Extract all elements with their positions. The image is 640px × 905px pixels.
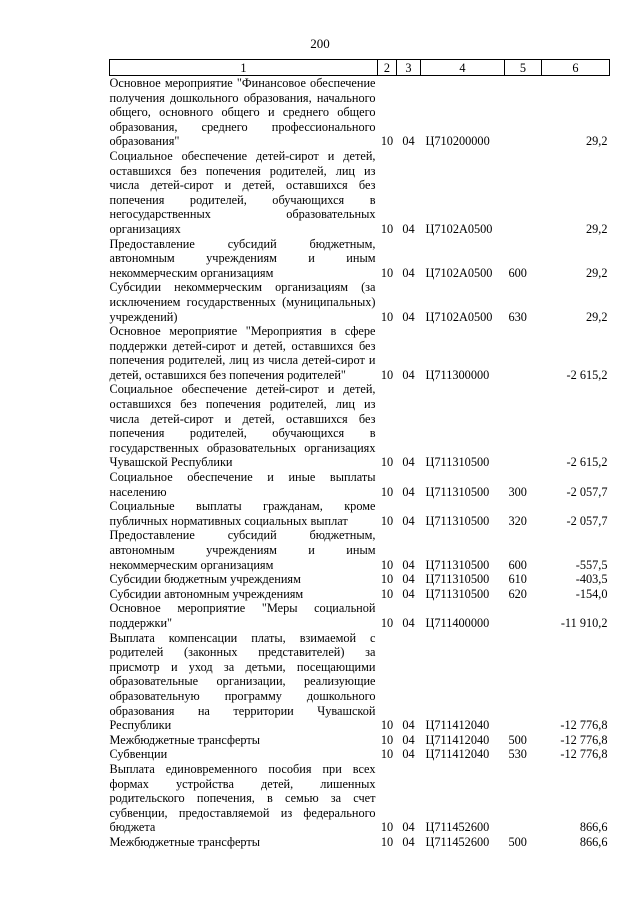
row-target-article: Ц710200000 (425, 134, 490, 149)
row-section: 10 (380, 455, 394, 470)
row-section: 10 (380, 586, 394, 601)
row-section: 10 (380, 309, 394, 324)
row-section: 10 (380, 134, 394, 149)
row-expense-type (505, 382, 542, 470)
row-expense-type: 600 (508, 265, 527, 280)
row-amount: -12 776,8 (560, 732, 608, 747)
row-section: 10 (380, 718, 394, 733)
row-name: Выплата компенсации платы, взимаемой с родителей (законных представителей) за присмотр и уход за детьми, посещающими образовательные организации, реализующие образовательную программу дошкольного образования на территории Чувашской Республики (109, 630, 376, 733)
page-number: 200 (310, 36, 330, 51)
row-name: Межбюджетные трансферты (109, 834, 261, 849)
table-row (110, 324, 610, 382)
row-name: Субвенции (109, 747, 168, 762)
row-amount: 29,2 (585, 265, 608, 280)
row-expense-type: 320 (508, 513, 527, 528)
row-expense-type: 300 (508, 484, 527, 499)
row-subsection: 04 (402, 134, 415, 149)
row-amount: -2 057,7 (566, 513, 608, 528)
table-row (110, 631, 610, 733)
row-expense-type: 500 (508, 732, 527, 747)
table-row (110, 470, 610, 499)
table-row (110, 601, 610, 630)
row-amount: -2 615,2 (566, 367, 608, 382)
row-target-article: Ц7102А0500 (425, 221, 493, 236)
row-subsection: 04 (402, 747, 415, 762)
row-expense-type: 630 (508, 309, 527, 324)
header-row (110, 60, 610, 76)
row-expense-type: 600 (508, 557, 527, 572)
row-amount: 29,2 (585, 309, 608, 324)
row-target-article: Ц711310500 (425, 586, 490, 601)
table-row (110, 149, 610, 237)
table-row (110, 382, 610, 470)
row-expense-type (505, 324, 542, 382)
row-target-article: Ц711310500 (425, 557, 490, 572)
row-name: Предоставление субсидий бюджетным, автономным учреждениям и иным некоммерческим организациям (109, 528, 376, 572)
row-section: 10 (380, 615, 394, 630)
row-name: Предоставление субсидий бюджетным, автономным учреждениям и иным некоммерческим организациям (109, 236, 376, 280)
table-body (110, 76, 610, 850)
row-name: Выплата единовременного пособия при всех формах устройства детей, лишенных родительского попечения, в семью за счет субвенции, предоставляемой из федерального бюджета (109, 761, 376, 835)
row-target-article: Ц711310500 (425, 484, 490, 499)
row-amount: -12 776,8 (560, 718, 608, 733)
row-target-article: Ц711400000 (425, 615, 490, 630)
column-header-3: 3 (397, 60, 421, 76)
row-expense-type: 500 (508, 834, 527, 849)
row-amount: 866,6 (579, 820, 608, 835)
budget-table (109, 59, 610, 849)
row-amount: -2 057,7 (566, 484, 608, 499)
column-header-1: 1 (110, 60, 378, 76)
row-subsection: 04 (402, 455, 415, 470)
table-row (110, 528, 610, 572)
row-section: 10 (380, 557, 394, 572)
row-subsection: 04 (402, 484, 415, 499)
table-row (110, 587, 610, 602)
row-section: 10 (380, 747, 394, 762)
row-section: 10 (380, 513, 394, 528)
row-target-article: Ц711452600 (425, 820, 490, 835)
row-expense-type (505, 762, 542, 835)
row-name: Субсидии некоммерческим организациям (за исключением государственных (муниципальных) учреждений) (109, 280, 376, 324)
row-name: Социальные выплаты гражданам, кроме публичных нормативных социальных выплат (109, 499, 376, 528)
row-section: 10 (380, 732, 394, 747)
row-target-article: Ц7102А0500 (425, 265, 493, 280)
row-name: Социальное обеспечение детей-сирот и детей, оставшихся без попечения родителей, лиц из числа детей-сирот и детей, оставшихся без попечения родителей, обучающихся в негосударственных образовательных организациях (109, 148, 376, 236)
row-target-article: Ц711412040 (425, 747, 490, 762)
column-header-5: 5 (505, 60, 542, 76)
table-row (110, 747, 610, 762)
row-subsection: 04 (402, 615, 415, 630)
row-name: Основное мероприятие "Мероприятия в сфере поддержки детей-сирот и детей, оставшихся без попечения родителей, лиц из числа детей-сирот и детей, оставшихся без попечения родителей" (109, 324, 376, 382)
row-target-article: Ц711310500 (425, 572, 490, 587)
row-name: Межбюджетные трансферты (109, 732, 261, 747)
row-amount: 866,6 (579, 834, 608, 849)
row-target-article: Ц711412040 (425, 732, 490, 747)
row-name: Социальное обеспечение детей-сирот и детей, оставшихся без попечения родителей, лиц из числа детей-сирот и детей, оставшихся без попечения родителей, обучающихся в государственных образовательных организациях Чувашской Республики (109, 382, 376, 470)
row-section: 10 (380, 484, 394, 499)
row-subsection: 04 (402, 557, 415, 572)
row-expense-type (505, 631, 542, 733)
table-row (110, 499, 610, 528)
table-row (110, 733, 610, 748)
row-section: 10 (380, 265, 394, 280)
row-section: 10 (380, 367, 394, 382)
row-target-article: Ц711412040 (425, 718, 490, 733)
column-header-4: 4 (421, 60, 505, 76)
row-subsection: 04 (402, 820, 415, 835)
row-subsection: 04 (402, 513, 415, 528)
row-subsection: 04 (402, 265, 415, 280)
row-amount: -403,5 (575, 572, 608, 587)
row-target-article: Ц711310500 (425, 513, 490, 528)
row-amount: -2 615,2 (566, 455, 608, 470)
row-amount: -557,5 (575, 557, 608, 572)
row-section: 10 (380, 572, 394, 587)
row-amount: 29,2 (585, 221, 608, 236)
column-header-6: 6 (542, 60, 610, 76)
table-row (110, 237, 610, 281)
row-name: Основное мероприятие "Меры социальной поддержки" (109, 601, 376, 630)
row-section: 10 (380, 820, 394, 835)
row-subsection: 04 (402, 572, 415, 587)
table-header (110, 60, 610, 76)
row-expense-type (505, 149, 542, 237)
row-expense-type: 530 (508, 747, 527, 762)
row-name: Основное мероприятие "Финансовое обеспечение получения дошкольного образования, начального общего, основного общего и среднего общего образования, среднего профессионального образования" (109, 76, 376, 149)
row-target-article: Ц711452600 (425, 834, 490, 849)
row-subsection: 04 (402, 586, 415, 601)
row-expense-type: 610 (508, 572, 527, 587)
row-amount: -154,0 (575, 586, 608, 601)
row-section: 10 (380, 221, 394, 236)
row-name: Субсидии автономным учреждениям (109, 586, 304, 601)
table-row (110, 280, 610, 324)
row-subsection: 04 (402, 718, 415, 733)
row-target-article: Ц711300000 (425, 367, 490, 382)
row-amount: 29,2 (585, 134, 608, 149)
column-header-2: 2 (378, 60, 397, 76)
row-subsection: 04 (402, 732, 415, 747)
table-row (110, 835, 610, 850)
row-amount: -11 910,2 (560, 615, 608, 630)
row-expense-type: 620 (508, 586, 527, 601)
row-subsection: 04 (402, 367, 415, 382)
row-name: Субсидии бюджетным учреждениям (109, 572, 301, 587)
row-subsection: 04 (402, 834, 415, 849)
row-subsection: 04 (402, 221, 415, 236)
row-target-article: Ц7102А0500 (425, 309, 493, 324)
row-expense-type (505, 601, 542, 630)
row-target-article: Ц711310500 (425, 455, 490, 470)
row-expense-type (505, 76, 542, 149)
row-name: Социальное обеспечение и иные выплаты населению (109, 470, 376, 499)
row-subsection: 04 (402, 309, 415, 324)
row-section: 10 (380, 834, 394, 849)
table-row (110, 76, 610, 149)
table-row (110, 572, 610, 587)
table-row (110, 762, 610, 835)
row-amount: -12 776,8 (560, 747, 608, 762)
